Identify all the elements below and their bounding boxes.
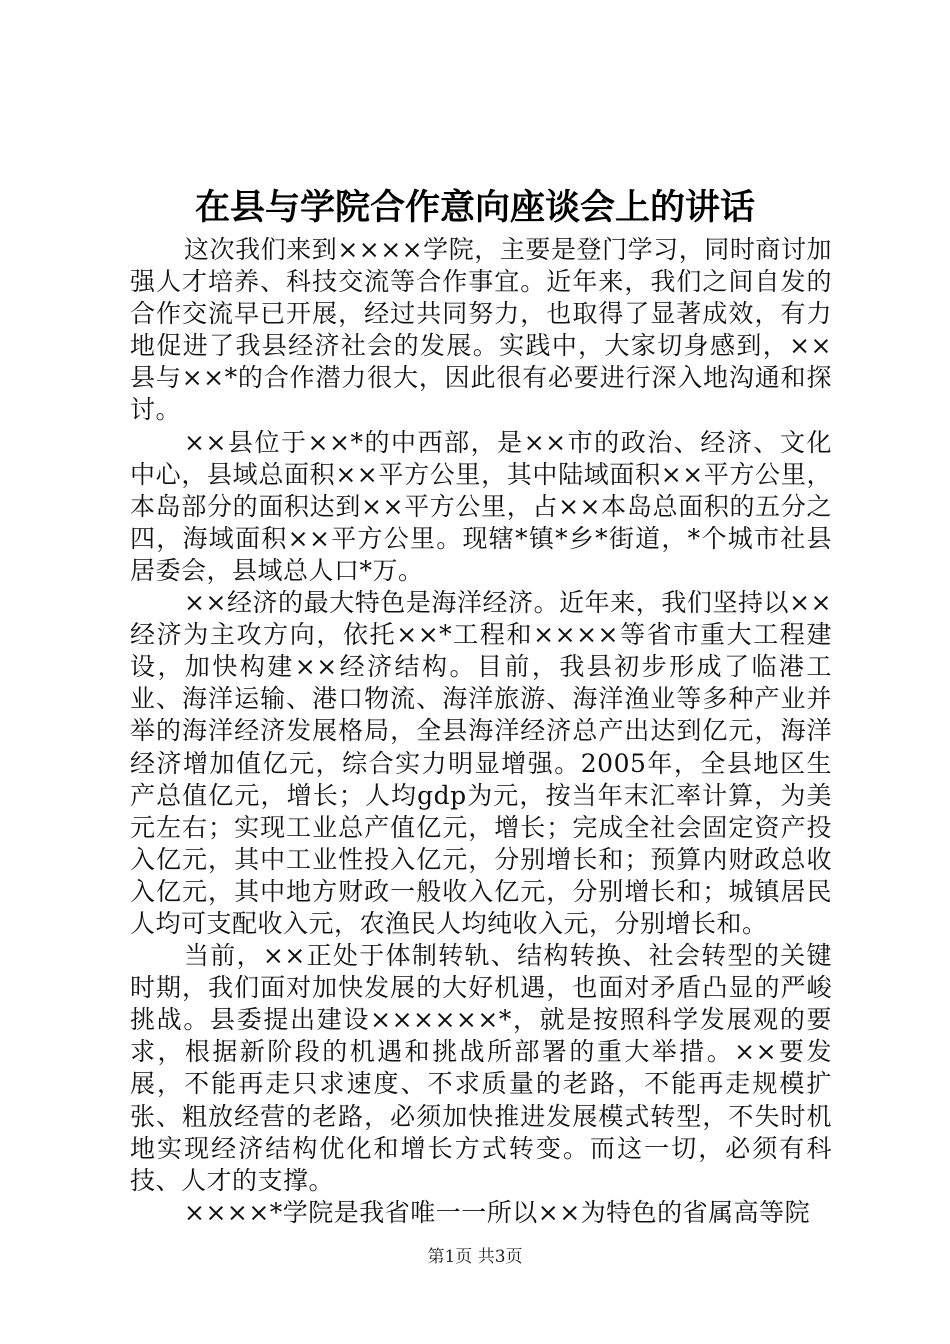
document-body [130, 234, 832, 1229]
paragraph-1: 这次我们来到××××学院，主要是登门学习，同时商讨加强人才培养、科技交流等合作事宜。近年来，我们之间自发的合作交流早已开展，经过共同努力，也取得了显著成效，有力地促进了我县经济社会的发展。实践中，大家切身感到，××县与××*的合作潜力很大，因此很有必要进行深入地沟通和探讨。 [130, 235, 832, 425]
paragraph-3: ××经济的最大特色是海洋经济。近年来，我们坚持以××经济为主攻方向，依托××*工程和××××等省市重大工程建设，加快构建××经济结构。目前，我县初步形成了临港工业、海洋运输、港口物流、海洋旅游、海洋渔业等多种产业并举的海洋经济发展格局，全县海洋经济总产出达到亿元，海洋经济增加值亿元，综合实力明显增强。2005年，全县地区生产总值亿元，增长；人均gdp为元，按当年末汇率计算，为美元左右；实现工业总产值亿元，增长；完成全社会固定资产投入亿元，其中工业性投入亿元，分别增长和；预算内财政总收入亿元，其中地方财政一般收入亿元，分别增长和；城镇居民人均可支配收入元，农渔民人均纯收入元，分别增长和。 [130, 588, 832, 938]
paragraph-4: 当前，××正处于体制转轨、结构转换、社会转型的关键时期，我们面对加快发展的大好机遇，也面对矛盾凸显的严峻挑战。县委提出建设××××××*，就是按照科学发展观的要求，根据新阶段的机遇和挑战所部署的重大举措。××要发展，不能再走只求速度、不求质量的老路，不能再走规模扩张、粗放经营的老路，必须加快推进发展模式转型，不失时机地实现经济结构优化和增长方式转变。而这一切，必须有科技、人才的支撑。 [130, 941, 832, 1195]
paragraph-5: ××××*学院是我省唯一一所以××为特色的省属高等院 [184, 1197, 811, 1227]
document-title: 在县与学院合作意向座谈会上的讲话 [194, 187, 755, 228]
paragraph-2: ××县位于××*的中西部，是××市的政治、经济、文化中心，县域总面积××平方公里，其中陆域面积××平方公里，本岛部分的面积达到××平方公里，占××本岛总面积的五分之四，海域面积××平方公里。现辖*镇*乡*街道，*个城市社县居委会，县域总人口*万。 [130, 427, 832, 585]
page-number-footer: 第1页 共3页 [427, 1247, 523, 1267]
